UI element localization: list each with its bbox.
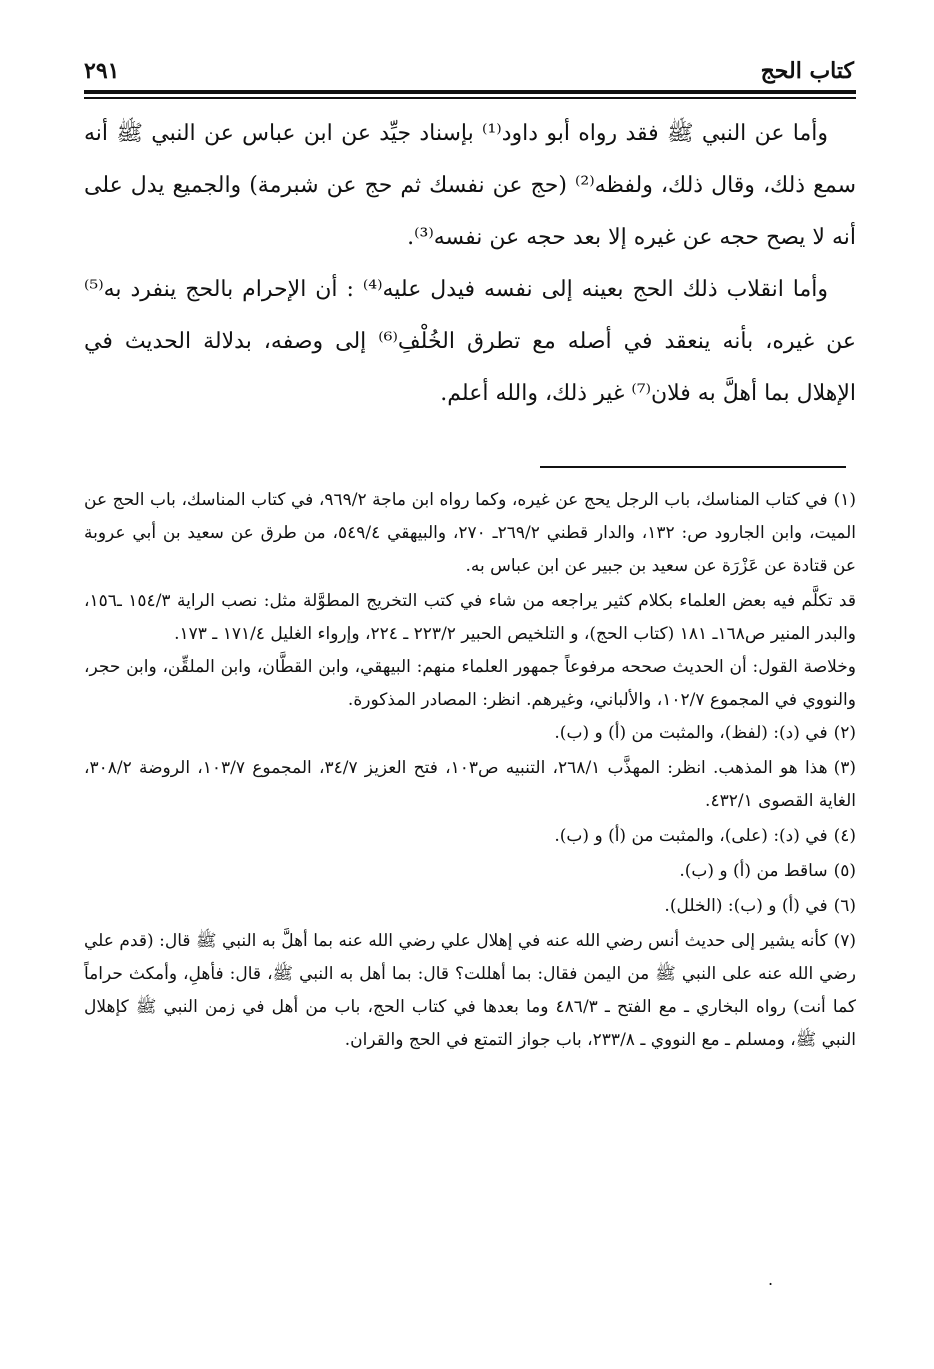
running-title: كتاب الحج	[760, 58, 854, 84]
footnote-1-continuation	[84, 585, 856, 651]
footnote-number: (٢)	[833, 723, 856, 743]
footnote-number: (١)	[833, 490, 856, 510]
footnote-4	[84, 820, 856, 853]
footnote-number: (٧)	[833, 931, 856, 951]
main-text	[84, 108, 856, 420]
footnote-separator	[540, 466, 846, 468]
header-rule-thick	[84, 90, 856, 94]
footnote-number: (٤)	[833, 826, 856, 846]
footnote-text: في (أ) و (ب): (الخلل).	[664, 896, 828, 916]
page-header	[84, 58, 854, 88]
footnote-text: في (د): (على)، والمثبت من (أ) و (ب).	[554, 826, 828, 846]
footnote-number: (٥)	[833, 861, 856, 881]
footnote-text: كأنه يشير إلى حديث أنس رضي الله عنه في إهلال علي رضي الله عنه بما أهلَّ به النبي ﷺ قال: (قدم علي رضي الله عنه على النبي ﷺ من اليمن فقال: بما أهللت؟ قال: بما أهل به النبي ﷺ، قال: فأهلِ، وأمكث حراماً كما أنت) رواه البخاري ـ مع الفتح ـ ٤٨٦/٣ وما بعدها في كتاب الحج، باب من أهل في زمن النبي ﷺ كإهلال النبي ﷺ، ومسلم ـ مع النووي ـ ٢٣٣/٨، باب جواز التمتع في الحج والقران.	[84, 931, 856, 1050]
footnote-2	[84, 717, 856, 750]
paragraph: وأما انقلاب ذلك الحج بعينه إلى نفسه فيدل عليه⁽⁴⁾ : أن الإحرام بالحج ينفرد به⁽⁵⁾ عن غيره، بأنه ينعقد في أصله مع تطرق الخُلْفِ⁽⁶⁾ إلى وصفه، بدلالة الحديث في الإهلال بما أهلَّ به فلان⁽⁷⁾ غير ذلك، والله أعلم.	[84, 277, 856, 406]
footnote-text: هذا هو المذهب. انظر: المهذَّب ٢٦٨/١، التنبيه ص١٠٣، فتح العزيز ٣٤/٧، المجموع ١٠٣/٧، الروضة ٣٠٨/٢، الغاية القصوى ٤٣٢/١.	[84, 758, 856, 811]
footnote-text: ساقط من (أ) و (ب).	[679, 861, 828, 881]
header-rule-thin	[84, 97, 856, 99]
footnote-number: (٦)	[833, 896, 856, 916]
page-number: ٢٩١	[84, 58, 120, 84]
footnote-6	[84, 890, 856, 923]
stray-mark: .	[768, 1270, 774, 1289]
footnote-number: (٣)	[833, 758, 856, 778]
footnote-5	[84, 855, 856, 888]
paragraph: وأما عن النبي ﷺ فقد رواه أبو داود⁽¹⁾ بإسناد جيِّد عن ابن عباس عن النبي ﷺ أنه سمع ذلك، وقال ذلك، ولفظه⁽²⁾ (حج عن نفسك ثم حج عن شبرمة) والجميع يدل على أنه لا يصح حجه عن غيره إلا بعد حجه عن نفسه⁽³⁾.	[84, 121, 856, 250]
footnote-7	[84, 925, 856, 1057]
footnotes	[84, 484, 856, 1059]
footnote-text: قد تكلَّم فيه بعض العلماء بكلام كثير يراجعه من شاء في كتب التخريج المطوَّلة مثل: نصب الراية ١٥٤/٣ ـ١٥٦، والبدر المنير ص١٦٨ـ ١٨١ (كتاب الحج)، و التلخيص الحبير ٢٢٣/٢ ـ ٢٢٤، وإرواء الغليل ١٧١/٤ ـ ١٧٣.	[84, 591, 856, 644]
footnote-text: في (د): (لفظ)، والمثبت من (أ) و (ب).	[554, 723, 828, 743]
footnote-text: في كتاب المناسك، باب الرجل يحج عن غيره، وكما رواه ابن ماجة ٩٦٩/٢، في كتاب المناسك، باب الحج عن الميت، وابن الجارود ص: ١٣٢، والدار قطني ٢٦٩/٢ـ ٢٧٠، والبيهقي ٥٤٩/٤، من طرق عن سعيد بن أبي عروبة عن قتادة عن عَزْرَة عن سعيد بن جبير عن ابن عباس به.	[84, 490, 857, 576]
footnote-1-continuation	[84, 651, 856, 717]
footnote-1	[84, 484, 856, 583]
footnote-3	[84, 752, 856, 818]
footnote-text: وخلاصة القول: أن الحديث صححه مرفوعاً جمهور العلماء منهم: البيهقي، وابن القطَّان، وابن الملقِّن، وابن حجر، والنووي في المجموع ١٠٢/٧، والألباني، وغيرهم. انظر: المصادر المذكورة.	[84, 657, 856, 710]
